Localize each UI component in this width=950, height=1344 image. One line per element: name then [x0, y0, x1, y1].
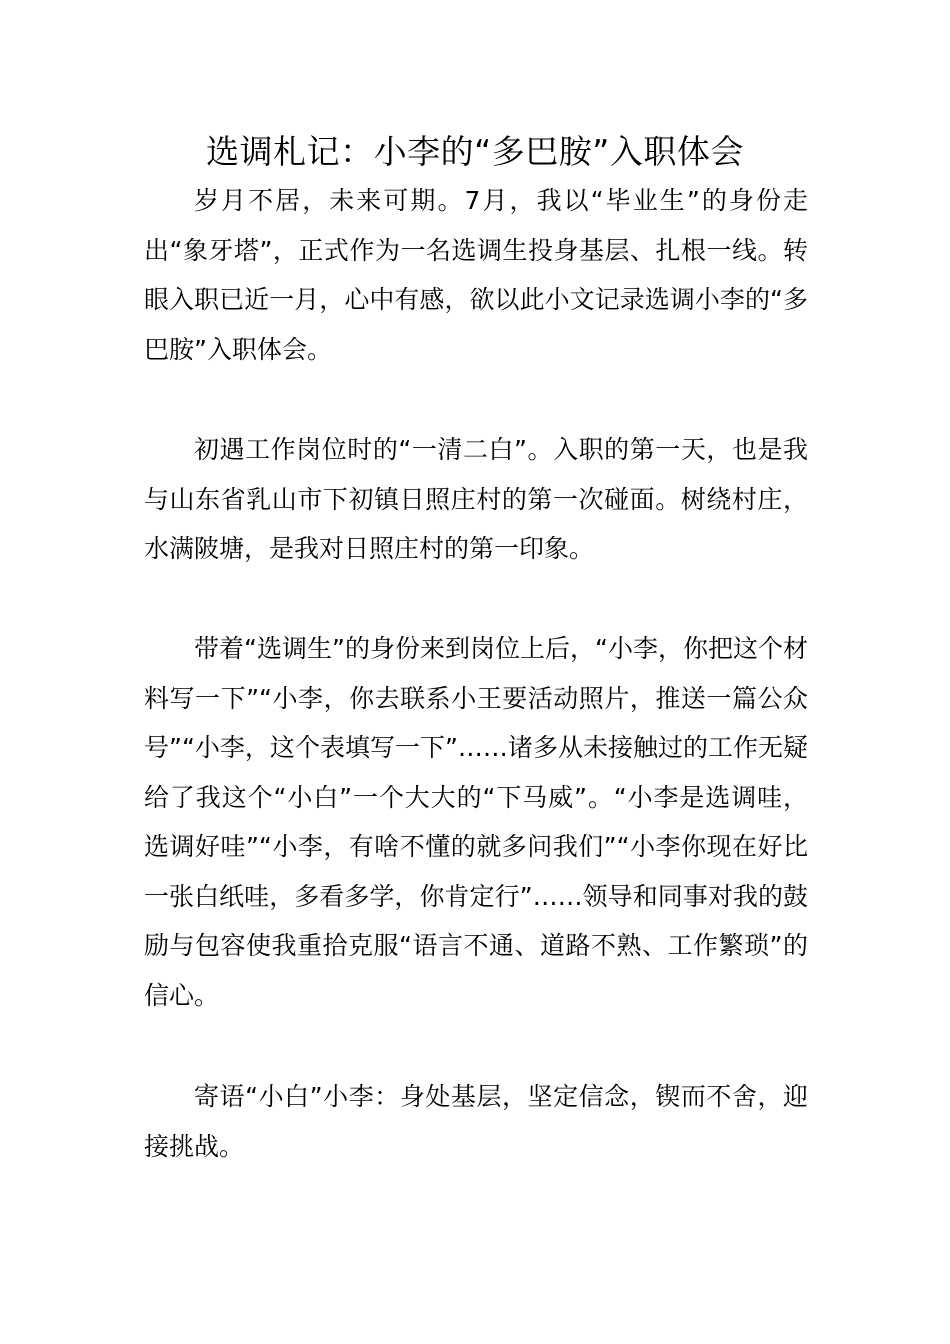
paragraph-work-experience: 带着“选调生”的身份来到岗位上后，“小李，你把这个材料写一下”“小李，你去联系小王要活动照片，推送一篇公众号”“小李，这个表填写一下”……诸多从未接触过的工作无疑给了我这个“小白”一个大大的“下马威”。“小李是选调哇，选调好哇”“小李，有啥不懂的就多问我们”“小李你现在好比一张白纸哇，多看多学，你肯定行”……领导和同事对我的鼓励与包容使我重拾克服“语言不通、道路不熟、工作繁琐”的信心。	[144, 634, 808, 1010]
paragraph-first-day: 初遇工作岗位时的“一清二白”。入职的第一天，也是我与山东省乳山市下初镇日照庄村的第一次碰面。树绕村庄，水满陂塘，是我对日照庄村的第一印象。	[144, 435, 808, 563]
document-title: 选调札记：小李的“多巴胺”入职体会	[206, 132, 744, 171]
paragraph-intro: 岁月不居，未来可期。7月，我以“毕业生”的身份走出“象牙塔”，正式作为一名选调生投身基层、扎根一线。转眼入职已近一月，心中有感，欲以此小文记录选调小李的“多巴胺”入职体会。	[144, 186, 808, 364]
paragraph-message: 寄语“小白”小李：身处基层，坚定信念，锲而不舍，迎接挑战。	[144, 1082, 808, 1161]
